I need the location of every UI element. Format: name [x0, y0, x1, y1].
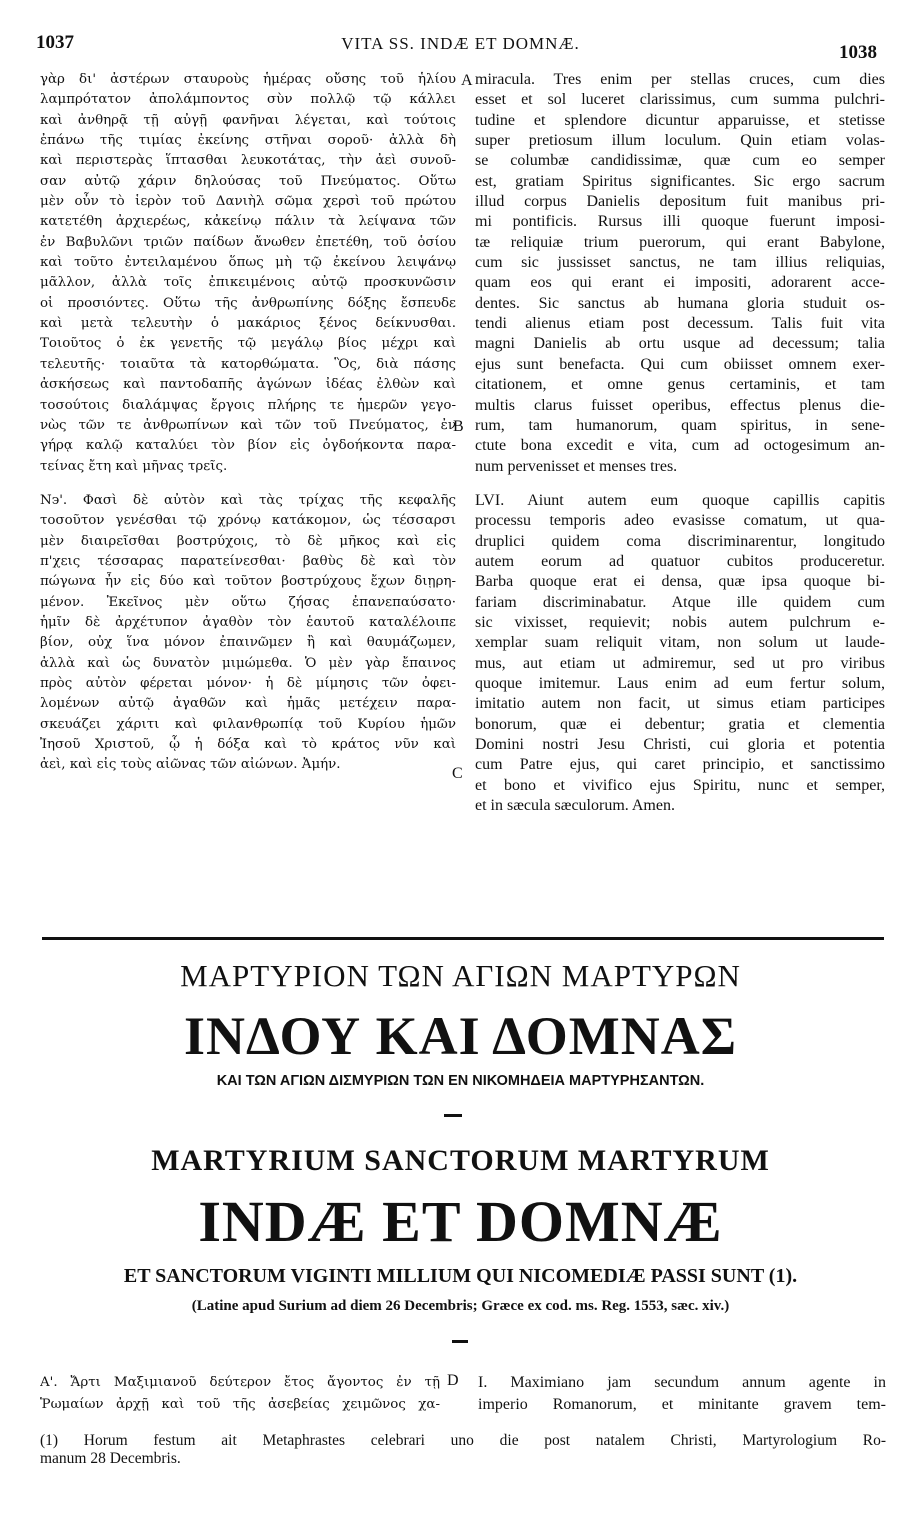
running-title: VITA SS. INDÆ ET DOMNÆ.: [341, 34, 580, 53]
text-line: tæ reliquiæ trium puerorum, qui erant Babylone,: [475, 233, 885, 251]
text-line: Ῥωμαίων ἀρχῇ καὶ τοῦ τῆς ἀσεβείας χειμῶνος χα-: [40, 1397, 440, 1412]
greek-title-line-2: ΙΝΔΟΥ ΚΑΙ ΔΟΜΝΑΣ: [183, 1006, 738, 1066]
text-line: Ἰησοῦ Χριστοῦ, ᾧ ἡ δόξα καὶ τὸ κράτος νῦν καὶ: [40, 737, 456, 752]
text-line: dentes. Sic sanctus ab humana gloria studuit os-: [475, 294, 885, 312]
text-line: cum Patre ejus, qui caret principio, et sanctissimo: [475, 756, 885, 774]
text-line: καὶ τοῦτο ἐντειλαμένου ὅπως μὴ τῷ ἐκείνου λειψάνῳ: [40, 255, 456, 271]
latin-column: [475, 70, 885, 816]
text-line: Barba quoque erat ei densa, quæ ipsa quoque bi-: [475, 573, 885, 591]
text-line: super pretiosum illum loculum. Quin etiam volas-: [475, 132, 885, 150]
text-line: rum, tam humanorum, quam spiritus, in sene-: [475, 416, 885, 434]
text-line: LVI. Aiunt autem eum quoque capillis capitis: [475, 491, 885, 509]
bottom-latin-column: [478, 1372, 886, 1416]
text-line: καὶ ἀνθηρᾷ τῇ αὐγῇ φανῆναι λέγεται, καὶ τούτοις: [40, 112, 456, 128]
text-line: τελευτῆς· τοιαῦτα τὰ κατορθώματα. Ὃς, διὰ πάσης: [40, 356, 456, 372]
text-line: ἐν Βαβυλῶνι τριῶν παίδων ἄνωθεν ἐπετέθη, τοῦ ὁσίου: [40, 234, 456, 250]
margin-marker-a: A: [461, 72, 473, 89]
text-line: μένον. Ἐκεῖνος μὲν οὕτω ζήσας ἐπανεπαύσατο·: [40, 594, 456, 610]
text-line: multis clarus fuisset operibus, effectus plenus die-: [475, 396, 885, 414]
text-line: quoque imitemur. Laus enim ad eum fertur solum,: [475, 674, 885, 692]
text-line: καὶ περιστερὰς ἵπτασθαι λευκοτάτας, τὴν ἀεὶ συνοῦ-: [40, 153, 456, 169]
text-line: ἡμῖν δὲ ἀρχέτυπον ἀγαθὸν τὸν ἑαυτοῦ καταλέλοιπε: [40, 614, 456, 630]
text-line: λαμπρότατον ἀπολάμποντος σὺν πολλῷ τῷ κάλλει: [40, 92, 456, 108]
text-line: Ν϶'. Φασὶ δὲ αὐτὸν καὶ τὰς τρίχας τῆς κεφαλῆς: [40, 492, 456, 508]
bottom-greek-column: [40, 1372, 440, 1416]
running-header: [0, 28, 921, 63]
text-line: σαν αὐτῷ χάριν δηλούσας τοῦ Πνεύματος. Οὕτω: [40, 173, 456, 189]
text-line: μὲν διαιρεῖσθαι βοστρύχοις, τὸ δὲ μῆκος καὶ εἰς: [40, 533, 456, 549]
text-line: γὰρ δι' ἀστέρων σταυροὺς ἡμέρας οὔσης τοῦ ἡλίου: [40, 72, 456, 87]
text-line: Τοιοῦτος ὁ ἐκ γενετῆς τῷ μεγάλῳ βίος μέχρι καὶ: [40, 336, 456, 352]
text-line: ἐπάνω τῆς τιμίας ἐκείνης στῆναι σοροῦ· ἀλλὰ δὴ: [40, 133, 456, 149]
greek-paragraph-1: [40, 70, 456, 477]
text-line: citationem, et omne genus certaminis, et tam: [475, 376, 885, 394]
margin-marker-d: D: [447, 1372, 459, 1389]
text-line: tudine et splendore dicuntur apparuisse, et stetisse: [475, 111, 885, 129]
page-number-right: 1038: [839, 42, 877, 63]
text-line: καὶ μετὰ τελευτὴν ὁ μακάριος ξένος δείκνυσθαι.: [40, 316, 456, 332]
text-line: autem eorum ad quatuor cubitos produceretur.: [475, 552, 885, 570]
greek-column: [40, 70, 456, 776]
margin-marker-b: B: [453, 418, 464, 435]
latin-title-line-2: INDÆ ET DOMNÆ: [198, 1189, 723, 1254]
text-line: se columbæ candidissimæ, quæ cum eo semper: [475, 152, 885, 170]
text-line: mi pontificis. Rursus illi quoque fuerunt imposi-: [475, 213, 885, 231]
text-line: γήρᾳ καλῷ καταλύει τὸν βίον εἰς ὀγδοήκοντα παρα-: [40, 438, 456, 454]
latin-paragraph-2: [475, 491, 885, 817]
text-line: est, gratiam Spiritus significantes. Sic ergo sacrum: [475, 172, 885, 190]
text-line: τοσούτοις διαλάμψας ἔργοις πλήρης τε ἡμερῶν γεγο-: [40, 397, 456, 413]
text-line: esset et sol luceret clarissimus, cum summa pulchri-: [475, 91, 885, 109]
title-divider-2: [452, 1340, 468, 1343]
text-line: et bono et vivifico ejus Spiritu, nunc et semper,: [475, 776, 885, 794]
latin-title-line-3: ET SANCTORUM VIGINTI MILLIUM QUI NICOMEDIÆ PASSI SUNT (1).: [123, 1265, 798, 1287]
text-line: xemplar suam reliquit vitam, non solum ut laude-: [475, 634, 885, 652]
text-line: ctute bona excedit e vita, cum ad octogesimum an-: [475, 437, 885, 455]
text-line: ἀσκήσεως καὶ παντοδαπῆς ἀγώνων ἰδέας ἐλθὼν καὶ: [40, 377, 456, 393]
latin-paragraph-1: [475, 70, 885, 477]
text-line: Domini nostri Jesu Christi, cui gloria et potentia: [475, 736, 885, 753]
greek-title-line-3: ΚΑΙ ΤΩΝ ΑΓΙΩΝ ΔΙΣΜΥΡΙΩΝ ΤΩΝ ΕΝ ΝΙΚΟΜΗΔΕΙΑ ΜΑΡΤΥΡΗΣΑΝΤΩΝ.: [216, 1073, 705, 1089]
text-line: I. Maximiano jam secundum annum agente in: [478, 1374, 886, 1391]
latin-title-line-1: MARTYRIUM SANCTORUM MARTYRUM: [151, 1144, 770, 1177]
text-line: σκευάζει χάριτι καὶ φιλανθρωπίᾳ τοῦ Κυρίου ἡμῶν: [40, 716, 456, 732]
text-line: οἱ προσιόντες. Οὕτω τῆς ἀνθρωπίνης δόξης ἔσπευδε: [40, 295, 456, 311]
text-line: βίον, οὐχ ἵνα μόνον ἐπαινῶμεν ἢ καὶ θαυμάζωμεν,: [40, 635, 456, 651]
text-line: mus, aut etiam ut admiremur, sed ut pro viribus: [475, 654, 885, 672]
text-line: fariam discriminabatur. Atque ille quidem cum: [475, 593, 885, 611]
source-note: (Latine apud Surium ad diem 26 Decembris; Græce ex cod. ms. Reg. 1553, sæc. xiv.): [191, 1298, 730, 1314]
text-line: processu temporis adeo evasisse comatum, ut qua-: [475, 512, 885, 530]
greek-title-line-1: ΜΑΡΤΥΡΙΟΝ ΤΩΝ ΑΓΙΩΝ ΜΑΡΤΥΡΩΝ: [180, 958, 741, 993]
text-line: μᾶλλον, ἀλλὰ τοῖς ἐπικειμένοις αὐτῷ προσκυνῶσιν: [40, 275, 456, 291]
text-line: π'χεις τέσσαρας παρατείνεσθαι· βαθὺς δὲ καὶ τὸν: [40, 553, 456, 569]
text-line: τείνας ἔτη καὶ μῆνας τρεῖς.: [40, 458, 228, 474]
text-line: quam eos qui erant ei impositi, adorarent acce-: [475, 274, 885, 292]
text-line: imitatio autem non facit, ut simus etiam participes: [475, 695, 885, 713]
text-line: λομένων αὐτῷ ἀγαθῶν καὶ ἡμᾶς μετέχειν παρα-: [40, 696, 456, 712]
footnote: [40, 1432, 886, 1468]
margin-marker-c: C: [452, 765, 463, 782]
title-divider-1: [444, 1114, 462, 1117]
text-line: μὲν οὖν τὸ ἱερὸν τοῦ Δανιὴλ σῶμα χερσὶ τοῦ πρώτου: [40, 194, 456, 210]
text-line: cum sic jussisset sanctus, ne tam illius reliquias,: [475, 254, 885, 272]
text-line: νὼς τῶν τε ἀνθρωπίνων καὶ τῶν τοῦ Πνεύματος, ἐν: [40, 417, 456, 433]
page-number-left: 1037: [36, 32, 74, 53]
text-line: κατετέθη ἀρχιερέως, κἀκείνῳ πάλιν τὰ λείψανα τῶν: [40, 214, 456, 230]
text-line: et in sæcula sæculorum. Amen.: [475, 797, 675, 815]
text-line: num pervenisset et menses tres.: [475, 457, 678, 475]
section-rule: [42, 937, 884, 940]
text-line: ἀεὶ, καὶ εἰς τοὺς αἰῶνας τῶν αἰώνων. Ἀμήν.: [40, 757, 341, 773]
text-line: πρὸς αὐτὸν φέρεται μόνον· ἡ δὲ μίμησις τῶν ὀφει-: [40, 675, 456, 691]
text-line: miracula. Tres enim per stellas cruces, cum dies: [475, 71, 885, 88]
text-line: ἀλλὰ καὶ ὡς δυνατὸν μιμώμεθα. Ὁ μὲν γὰρ ἔπαινος: [40, 655, 456, 671]
text-line: illud corpus Danielis depositum fuit manibus pri-: [475, 193, 885, 211]
text-line: ejus sunt benefacta. Qui cum obiisset omnem exer-: [475, 355, 885, 373]
text-line: bonorum, quæ ei debentur; gratia et clementia: [475, 715, 885, 733]
text-line: Α'. Ἄρτι Μαξιμιανοῦ δεύτερον ἔτος ἄγοντος ἐν τῇ: [40, 1375, 440, 1390]
text-line: druplici quidem coma discriminarentur, longitudo: [475, 532, 885, 550]
text-line: imperio Romanorum, et minitante gravem tem-: [478, 1396, 886, 1413]
text-line: πώγωνα ἦν εἰς δύο καὶ τοῦτον βοστρύχους ἔχων διῃρη-: [40, 574, 456, 590]
text-line: tendi alienus etiam post decessum. Talis fuit vita: [475, 315, 885, 333]
text-line: (1) Horum festum ait Metaphrastes celebrari uno die post natalem Christi, Martyrologium Ro-: [40, 1432, 886, 1449]
text-line: manum 28 Decembris.: [40, 1450, 181, 1467]
text-line: sic vixisset, requievit; nobis autem pulchrum e-: [475, 613, 885, 631]
text-line: τοσοῦτον γενέσθαι τῷ χρόνῳ κατάκομον, ὡς τέσσαρσι: [40, 513, 456, 529]
greek-paragraph-2: [40, 491, 456, 776]
text-line: magni Danielis ab ortu usque ad decessum; talia: [475, 335, 885, 353]
